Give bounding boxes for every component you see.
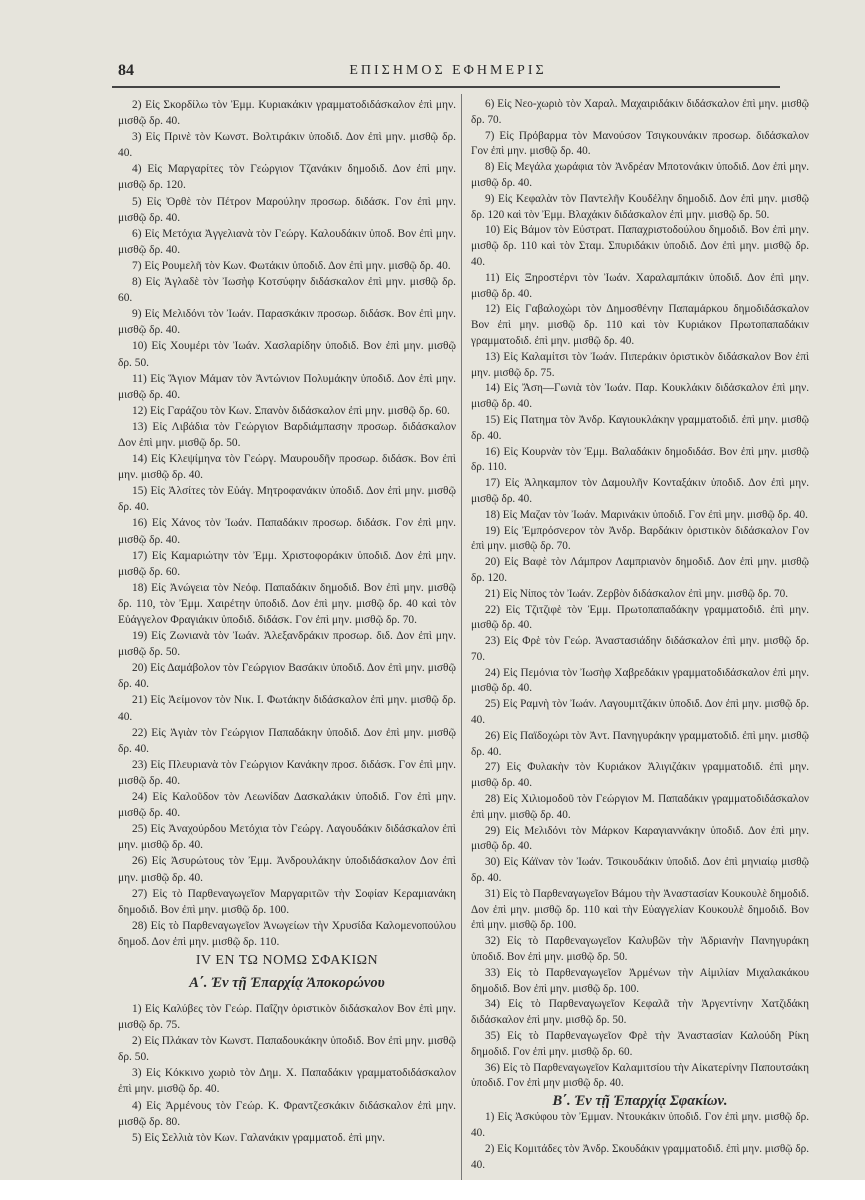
appointment-entry: 35) Εἰς τὸ Παρθεναγωγεῖον Φρὲ τὴν Ἀναστασίαν Καλούδη Ρίκη δημοδιδ. Γον ἐπὶ μην. μισθῷ δρ. 60. (471, 1030, 809, 1058)
appointment-entry: 3) Εἰς Πρινὲ τὸν Κωνστ. Βολτιράκιν ὑποδιδ. Δον ἐπὶ μην. μισθῷ δρ. 40. (118, 131, 456, 160)
appointment-entry: 5) Εἰς Σελλιὰ τὸν Κων. Γαλανάκιν γραμματοδ. ἐπὶ μην. (132, 1131, 386, 1144)
appointment-entry: 19) Εἰς Ζωνιανὰ τὸν Ἰωάν. Ἀλεξανδράκιν προσωρ. διδ. Δον ἐπὶ μην. μισθῷ δρ. 50. (118, 630, 456, 659)
publication-title: ΕΠΙΣΗΜΟΣ ΕΦΗΜΕΡΙΣ (349, 63, 547, 78)
appointment-entry: 19) Εἰς Ἐμπρόσνερον τὸν Ἀνδρ. Βαρδάκιν ὁριστικὸν διδάσκαλον Γον ἐπὶ μην. μισθῷ δρ. 70. (471, 524, 809, 553)
appointment-entry: 8) Εἰς Ἀγλαδὲ τὸν Ἰωσὴφ Κοτσύφην διδάσκαλον ἐπὶ μην. μισθῷ δρ. 60. (118, 276, 456, 305)
appointment-entry: 23) Εἰς Φρὲ τὸν Γεώρ. Ἀναστασιάδην διδάσκαλον ἐπὶ μην. μισθῷ δρ. 70. (471, 635, 809, 663)
appointment-entry: 15) Εἰς Πατημα τὸν Ἀνδρ. Καγιουκλάκην γραμματοδιδ. ἐπὶ μην. μισθῷ δρ. 40. (471, 413, 809, 442)
appointment-entry: 11) Εἰς Ξηροστέρνι τὸν Ἰωάν. Χαραλαμπάκιν ὑποδιδ. Δον ἐπὶ μην. μισθῷ δρ. 40. (471, 271, 809, 300)
page-header (118, 62, 778, 84)
appointment-entry: 28) Εἰς τὸ Παρθεναγωγεῖον Ἀνωγείων τὴν Χρυσίδα Καλομενοπούλου δημοδ. Δον ἐπὶ μην. μισθῷ δρ. 110. (118, 919, 456, 948)
appointment-entry: 12) Εἰς Γαβαλοχώρι τὸν Δημοσθένην Παπαμάρκου δημοδιδάσκαλον Βον ἐπὶ μην. μισθῷ δρ. 110 καὶ τὸν Κυριάκον Πρωτοπαπαδάκιν γραμματοδιδ. ἐπὶ μην. μισθῷ δρ. 40. (471, 303, 809, 347)
appointment-entry: 24) Εἰς Καλοῦδον τὸν Λεωνίδαν Δασκαλάκιν ὑποδιδ. Γον ἐπὶ μην. μισθῷ δρ. 40. (118, 791, 456, 820)
page-number: 84 (118, 62, 134, 79)
appointment-entry: 17) Εἰς Καμαριώτην τὸν Ἐμμ. Χριστοφοράκιν ὑποδιδ. Δον ἐπὶ μην. μισθῷ δρ. 60. (118, 549, 456, 578)
appointment-entry: 20) Εἰς Δαμάβολον τὸν Γεώργιον Βασάκιν ὑποδιδ. Δον ἐπὶ μην. μισθῷ δρ. 40. (118, 662, 456, 691)
appointment-list (471, 97, 809, 1092)
appointment-entry: 4) Εἰς Ἀρμένους τὸν Γεώρ. Κ. Φραντζεσκάκιν διδάσκαλον ἐπὶ μην. μισθῷ δρ. 80. (118, 1099, 456, 1128)
appointment-entry: 9) Εἰς Μελιδόνι τὸν Ἰωάν. Παρασκάκιν προσωρ. διδάσκ. Βον ἐπὶ μην. μισθῷ δρ. 40. (118, 308, 456, 337)
appointment-entry: 24) Εἰς Πεμόνια τὸν Ἰωσὴφ Χαβρεδάκιν γραμματοδιδάσκαλον ἐπὶ μην. μισθῷ δρ. 40. (471, 666, 809, 695)
appointment-entry: 22) Εἰς Ἀγιὰν τὸν Γεώργιον Παπαδάκην ὑποδιδ. Δον ἐπὶ μην. μισθῷ δρ. 40. (118, 726, 456, 755)
scan-margin (0, 1180, 865, 1200)
appointment-entry: 33) Εἰς τὸ Παρθεναγωγεῖον Ἀρμένων τὴν Αἰμιλίαν Μιχαλακάκου δημοδιδ. Βον ἐπὶ μην. μισθῷ δρ. 100. (471, 966, 809, 995)
appointment-entry: 11) Εἰς Ἅγιον Μάμαν τὸν Ἀντώνιον Πολυμάκην ὑποδιδ. Δον ἐπὶ μην. μισθῷ δρ. 40. (118, 372, 456, 401)
header-rule (112, 86, 780, 88)
appointment-entry: 27) Εἰς τὸ Παρθεναγωγεῖον Μαργαριτῶν τὴν Σοφίαν Κεραμιανάκη δημοδιδ. Βον ἐπὶ μην. μισθῷ δρ. 100. (118, 887, 456, 916)
appointment-entry: 31) Εἰς τὸ Παρθεναγωγεῖον Βάμου τὴν Ἀναστασίαν Κουκουλὲ δημοδιδ. Δον ἐπὶ μην. μισθῷ δρ. 110 καὶ τὴν Εὐαγγελίαν Κουκουλὲ δημοδιδ. Βον ἐπὶ μην. μισθῷ δρ. 100. (471, 887, 809, 932)
appointment-entry: 25) Εἰς Ἀναχούρδου Μετόχια τὸν Γεώργ. Λαγουδάκιν διδάσκαλον ἐπὶ μην. μισθῷ δρ. 40. (118, 823, 456, 852)
appointment-entry: 21) Εἰς Νίπος τὸν Ἰωάν. Ζερβὸν διδάσκαλον ἐπὶ μην. μισθῷ δρ. 70. (485, 587, 789, 600)
appointment-entry: 21) Εἰς Ἀείμονον τὸν Νικ. Ι. Φωτάκην διδάσκαλον ἐπὶ μην. μισθῷ δρ. 40. (118, 694, 456, 723)
appointment-entry: 27) Εἰς Φυλακὴν τὸν Κυριάκον Ἀλιγιζάκιν γραμματοδιδ. ἐπὶ μην. μισθῷ δρ. 40. (471, 761, 809, 790)
appointment-entry: 18) Εἰς Ἀνώγεια τὸν Νεόφ. Παπαδάκιν δημοδιδ. Βον ἐπὶ μην. μισθῷ δρ. 110, τὸν Ἐμμ. Χαιρέτην ὑποδιδ. Δον ἐπὶ μην. μισθῷ δρ. 40 καὶ τὸν Εὐάγγελον Φραγιάκιν ὑποδιδ. διδάσκ. Γον ἐπὶ μην. μισθῷ δρ. 70. (118, 581, 456, 626)
appointment-entry: 2) Εἰς Σκορδίλω τὸν Ἐμμ. Κυριακάκιν γραμματοδιδάσκαλον ἐπὶ μην. μισθῷ δρ. 40. (118, 99, 456, 128)
appointment-entry: 7) Εἰς Ρουμελῆ τὸν Κων. Φωτάκιν ὑποδιδ. Δον ἐπὶ μην. μισθῷ δρ. 40. (132, 259, 451, 272)
appointment-entry: 22) Εἰς Τζιτζιφὲ τὸν Ἐμμ. Πρωτοπαπαδάκην γραμματοδιδ. ἐπὶ μην. μισθῷ δρ. 40. (471, 603, 809, 632)
appointment-entry: 16) Εἰς Χάνος τὸν Ἰωάν. Παπαδάκιν προσωρ. διδάσκ. Γον ἐπὶ μην. μισθῷ δρ. 40. (118, 517, 456, 546)
appointment-entry: 34) Εἰς τὸ Παρθεναγωγεῖον Κεφαλᾶ τὴν Ἀργεντίνην Χατζιδάκη διδάσκαλον ἐπὶ μην. μισθῷ δρ. 50. (471, 998, 809, 1027)
appointment-list (118, 1001, 456, 1146)
appointment-entry: 2) Εἰς Πλάκαν τὸν Κωνστ. Παπαδουκάκην ὑποδιδ. Βον ἐπὶ μην. μισθῷ δρ. 50. (118, 1035, 456, 1064)
appointment-list (118, 97, 456, 950)
appointment-entry: 16) Εἰς Κουρνὰν τὸν Ἐμμ. Βαλαδάκιν δημοδιδάσ. Βον ἐπὶ μην. μισθῷ δρ. 110. (471, 445, 809, 474)
appointment-entry: 10) Εἰς Βάμον τὸν Εὐστρατ. Παπαχριστοδούλου δημοδιδ. Βον ἐπὶ μην. μισθῷ δρ. 110 καὶ τὸν Σταμ. Σπυριδάκιν ὑποδιδ. Δον ἐπὶ μην. μισθῷ δρ. 40. (471, 224, 809, 268)
appointment-entry: 13) Εἰς Καλαμίτσι τὸν Ἰωάν. Πιπεράκιν ὁριστικὸν διδάσκαλον Βον ἐπὶ μην. μισθῷ δρ. 75. (471, 350, 809, 379)
appointment-entry: 29) Εἰς Μελιδόνι τὸν Μάρκον Καραγιαννάκην ὑποδιδ. Δον ἐπὶ μην. μισθῷ δρ. 40. (471, 824, 809, 853)
appointment-list (471, 1110, 809, 1173)
appointment-entry: 15) Εἰς Ἀλσίτες τὸν Εὐάγ. Μητροφανάκιν ὑποδιδ. Δον ἐπὶ μην. μισθῷ δρ. 40. (118, 485, 456, 514)
appointment-entry: 6) Εἰς Μετόχια Ἀγγελιανὰ τὸν Γεώργ. Καλουδάκιν ὑποδ. Βον ἐπὶ μην. μισθῷ δρ. 40. (118, 227, 456, 256)
appointment-entry: 3) Εἰς Κόκκινο χωριὸ τὸν Δημ. Χ. Παπαδάκιν γραμματοδιδάσκαλον ἐπὶ μην. μισθῷ δρ. 40. (118, 1067, 456, 1096)
appointment-entry: 8) Εἰς Μεγάλα χωράφια τὸν Ἀνδρέαν Μποτονάκιν ὑποδιδ. Δον ἐπὶ μην. μισθῷ δρ. 40. (471, 161, 809, 189)
appointment-entry: 1) Εἰς Ἀσκύφου τὸν Ἐμμαν. Ντουκάκιν ὑποδιδ. Γον ἐπὶ μην. μισθῷ δρ. 40. (471, 1111, 809, 1139)
appointment-entry: 17) Εἰς Ἀληκαμπον τὸν Δαμουλῆν Κονταξάκιν ὑποδιδ. Δον ἐπὶ μην. μισθῷ δρ. 40. (471, 477, 809, 505)
appointment-entry: 18) Εἰς Μαζαν τὸν Ἰωάν. Μαρινάκιν ὑποδιδ. Γον ἐπὶ μην. μισθῷ δρ. 40. (485, 508, 808, 521)
section-heading: IV ΕΝ ΤΩ ΝΟΜΩ ΣΦΑΚΙΩΝ (195, 952, 379, 968)
right-column (471, 97, 809, 1173)
appointment-entry: 26) Εἰς Παϊδοχώρι τὸν Ἀντ. Πανηγυράκην γραμματοδιδ. ἐπὶ μην. μισθῷ δρ. 40. (471, 729, 809, 758)
appointment-entry: 5) Εἰς Ὀρθὲ τὸν Πέτρον Μαρούλην προσωρ. διδάσκ. Γον ἐπὶ μην. μισθῷ δρ. 40. (118, 195, 456, 224)
appointment-entry: 32) Εἰς τὸ Παρθεναγωγεῖον Καλυβῶν τὴν Ἀδριανὴν Πανηγυράκη ὑποδιδ. Βον ἐπὶ μην. μισθῷ δρ. 50. (471, 935, 809, 964)
appointment-entry: 14) Εἰς Ἄση—Γωνιὰ τὸν Ἰωάν. Παρ. Κουκλάκιν διδάσκαλον ἐπὶ μην. μισθῷ δρ. 40. (471, 382, 809, 411)
appointment-entry: 13) Εἰς Λιβάδια τὸν Γεώργιον Βαρδιάμπασην προσωρ. διδάσκαλον Δον ἐπὶ μην. μισθῷ δρ. 50. (118, 420, 456, 449)
appointment-entry: 10) Εἰς Χουμέρι τὸν Ἰωάν. Χασλαρίδην ὑποδιδ. Βον ἐπὶ μην. μισθῷ δρ. 50. (118, 340, 456, 369)
subsection-heading: Β΄. Ἐν τῇ Ἐπαρχίᾳ Σφακίων. (552, 1093, 728, 1110)
appointment-entry: 26) Εἰς Ἀσυρώτους τὸν Ἐμμ. Ἀνδρουλάκην ὑποδιδάσκαλον Δον ἐπὶ μην. μισθῷ δρ. 40. (118, 855, 456, 884)
appointment-entry: 2) Εἰς Κομιτάδες τὸν Ἀνδρ. Σκουδάκιν γραμματοδιδ. ἐπὶ μην. μισθῷ δρ. 40. (471, 1142, 809, 1171)
appointment-entry: 1) Εἰς Καλύβες τὸν Γεώρ. Παΐζην ὁριστικὸν διδάσκαλον Βον ἐπὶ μην. μισθῷ δρ. 75. (118, 1002, 456, 1032)
column-divider (461, 94, 462, 1182)
subsection-heading: Α΄. Ἐν τῇ Ἐπαρχίᾳ Ἀποκορώνου (189, 974, 385, 991)
appointment-entry: 23) Εἰς Πλευριανὰ τὸν Γεώργιον Κανάκην προσ. διδάσκ. Γον ἐπὶ μην. μισθῷ δρ. 40. (118, 758, 456, 787)
appointment-entry: 14) Εἰς Κλεψίμηνα τὸν Γεώργ. Μαυρουδῆν προσωρ. διδάσκ. Βον ἐπὶ μην. μισθῷ δρ. 40. (118, 453, 456, 482)
appointment-entry: 30) Εἰς Κάϊναν τὸν Ἰωάν. Τσικουδάκιν ὑποδιδ. Δον ἐπὶ μηνιαίῳ μισθῷ δρ. 40. (471, 856, 809, 885)
appointment-entry: 4) Εἰς Μαργαρίτες τὸν Γεώργιον Τζανάκιν δημοδιδ. Δον ἐπὶ μην. μισθῷ δρ. 120. (118, 163, 456, 192)
appointment-entry: 6) Εἰς Νεο-χωριὸ τὸν Χαραλ. Μαχαιριδάκιν διδάσκαλον ἐπὶ μην. μισθῷ δρ. 70. (471, 98, 809, 126)
appointment-entry: 36) Εἰς τὸ Παρθεναγωγεῖον Καλαμιτσίου τὴν Αἰκατερίνην Παπουτσάκη ὑποδιδ. Γον ἐπὶ μην μισθῷ δρ. 40. (471, 1061, 809, 1090)
appointment-entry: 20) Εἰς Βαφὲ τὸν Λάμπρον Λαμπριανὸν δημοδιδ. Δον ἐπὶ μην. μισθῷ δρ. 120. (471, 556, 809, 584)
appointment-entry: 28) Εἰς Χιλιομοδοῦ τὸν Γεώργιον Μ. Παπαδάκιν γραμματοδιδάσκαλον ἐπὶ μην. μισθῷ δρ. 40. (471, 793, 809, 821)
appointment-entry: 25) Εἰς Ραμνὴ τὸν Ἰωάν. Λαγουμιτζάκιν ὑποδιδ. Δον ἐπὶ μην. μισθῷ δρ. 40. (471, 698, 809, 727)
left-column (118, 97, 456, 1146)
appointment-entry: 7) Εἰς Πρόβαρμα τὸν Μανούσον Τσιγκουνάκιν προσωρ. διδάσκαλον Γον ἐπὶ μην. μισθῷ δρ. 40. (471, 129, 809, 158)
appointment-entry: 9) Εἰς Κεφαλὰν τὸν Παντελῆν Κουδέλην δημοδιδ. Δον ἐπὶ μην. μισθῷ δρ. 120 καὶ τὸν Ἐμμ. Βλαχάκιν διδάσκαλον ἐπὶ μην. μισθῷ δρ. 50. (471, 192, 809, 221)
appointment-entry: 12) Εἰς Γαράζου τὸν Κων. Σπανὸν διδάσκαλον ἐπὶ μην. μισθῷ δρ. 60. (132, 404, 450, 417)
